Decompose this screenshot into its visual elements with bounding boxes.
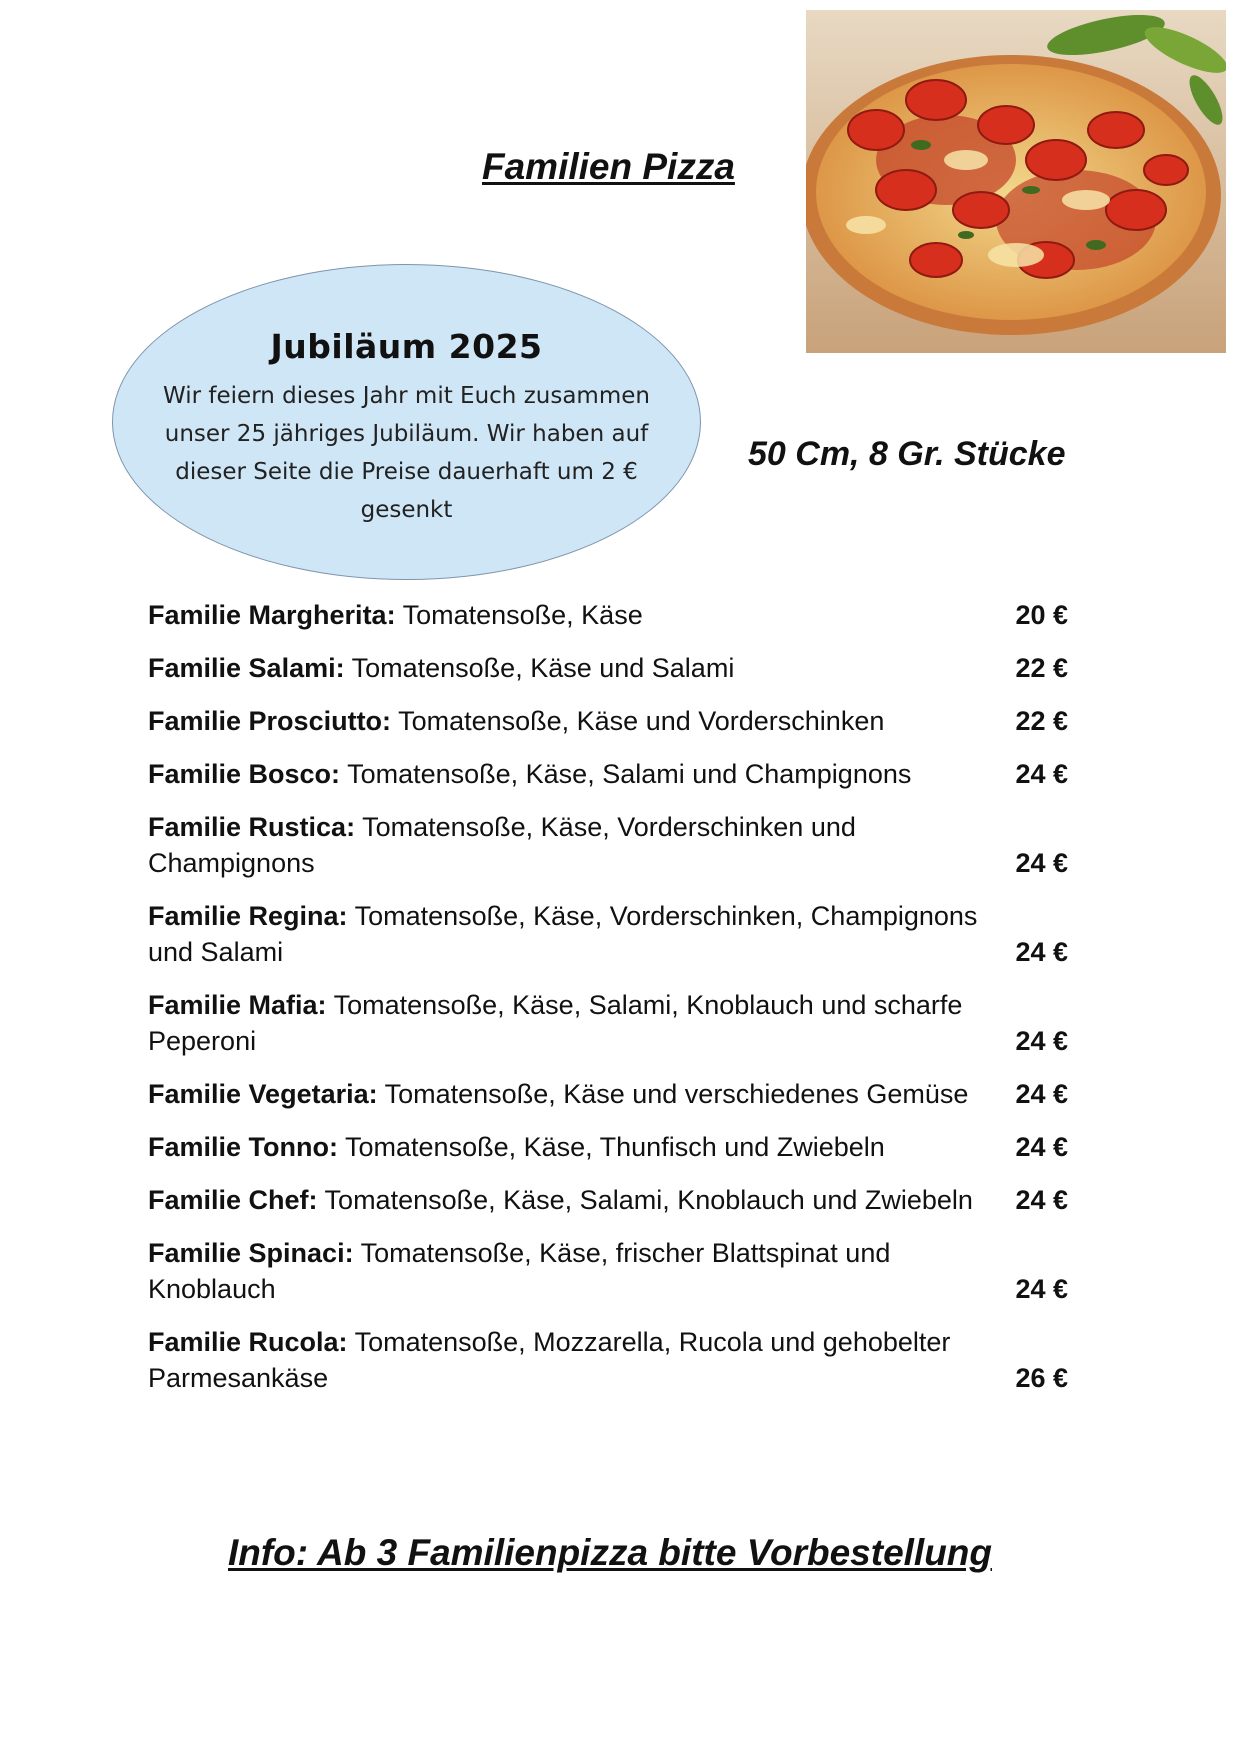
menu-item [148,1076,1068,1112]
menu-item [148,898,1068,970]
item-price: 24 € [1015,1132,1068,1162]
item-price: 24 € [1015,848,1068,878]
item-name: Familie Rustica: [148,812,356,842]
item-price: 24 € [1015,759,1068,789]
item-price: 24 € [1015,1079,1068,1109]
item-price: 24 € [1015,1274,1068,1304]
menu-item [148,1324,1068,1396]
item-name: Familie Bosco: [148,759,341,789]
menu-item [148,987,1068,1059]
item-description: Tomatensoße, Käse, frischer Blattspinat und Knoblauch [148,1238,891,1304]
jubilee-title: Jubiläum 2025 [270,327,543,366]
item-price: 22 € [1015,706,1068,736]
item-description: Tomatensoße, Käse, Salami und Champignons [347,759,912,789]
item-name: Familie Salami: [148,653,345,683]
item-name: Familie Vegetaria: [148,1079,378,1109]
item-price: 24 € [1015,1026,1068,1056]
item-description: Tomatensoße, Käse, Salami, Knoblauch und scharfe Peperoni [148,990,963,1056]
menu-item [148,1235,1068,1307]
item-description: Tomatensoße, Käse [402,600,643,630]
menu-item [148,756,1068,792]
menu-item [148,597,1068,633]
item-description: Tomatensoße, Käse und Salami [351,653,735,683]
item-name: Familie Tonno: [148,1132,338,1162]
footer-info: Info: Ab 3 Familienpizza bitte Vorbestellung [227,1532,993,1573]
item-price: 24 € [1015,937,1068,967]
item-name: Familie Margherita: [148,600,396,630]
menu-item [148,1129,1068,1165]
menu-item [148,703,1068,739]
menu-list [148,597,1068,1413]
item-price: 20 € [1015,600,1068,630]
item-name: Familie Chef: [148,1185,318,1215]
menu-item [148,1182,1068,1218]
item-name: Familie Prosciutto: [148,706,392,736]
size-info: 50 Cm, 8 Gr. Stücke [748,435,1066,473]
jubilee-text: Wir feiern dieses Jahr mit Euch zusammen unser 25 jähriges Jubiläum. Wir haben auf dieser Seite die Preise dauerhaft um 2 € gesenkt [163,383,650,523]
item-name: Familie Spinaci: [148,1238,354,1268]
item-description: Tomatensoße, Käse und verschiedenes Gemüse [384,1079,969,1109]
item-price: 24 € [1015,1185,1068,1215]
item-description: Tomatensoße, Mozzarella, Rucola und gehobelter Parmesankäse [148,1327,951,1393]
item-price: 22 € [1015,653,1068,683]
pizza-photo [806,10,1226,353]
item-name: Familie Mafia: [148,990,327,1020]
item-description: Tomatensoße, Käse, Vorderschinken, Champignons und Salami [148,901,978,967]
item-description: Tomatensoße, Käse, Salami, Knoblauch und Zwiebeln [324,1185,973,1215]
menu-item [148,650,1068,686]
menu-item [148,809,1068,881]
item-price: 26 € [1015,1363,1068,1393]
item-name: Familie Rucola: [148,1327,348,1357]
item-description: Tomatensoße, Käse, Vorderschinken und Champignons [148,812,856,878]
jubilee-badge [112,264,701,580]
item-name: Familie Regina: [148,901,348,931]
item-description: Tomatensoße, Käse, Thunfisch und Zwiebeln [345,1132,885,1162]
page-title: Familien Pizza [482,146,735,187]
item-description: Tomatensoße, Käse und Vorderschinken [398,706,885,736]
